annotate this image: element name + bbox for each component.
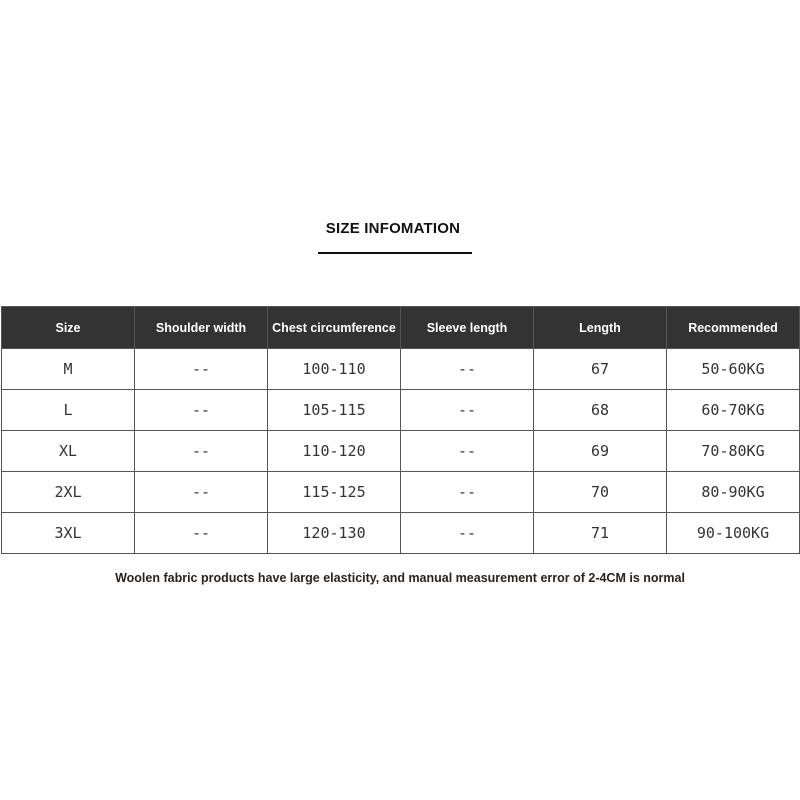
cell-chest-circumference: 120-130 (268, 513, 401, 554)
size-chart-table (1, 306, 800, 554)
title-underline (318, 252, 472, 254)
cell-size: L (2, 390, 135, 431)
cell-chest-circumference: 100-110 (268, 349, 401, 390)
table-row (2, 513, 800, 554)
cell-sleeve-length: -- (401, 390, 534, 431)
cell-recommended: 50-60KG (667, 349, 800, 390)
measurement-note: Woolen fabric products have large elasticity, and manual measurement error of 2-4CM is normal (115, 571, 685, 585)
cell-length: 71 (534, 513, 667, 554)
cell-shoulder-width: -- (135, 472, 268, 513)
cell-sleeve-length: -- (401, 472, 534, 513)
cell-shoulder-width: -- (135, 431, 268, 472)
cell-length: 68 (534, 390, 667, 431)
cell-sleeve-length: -- (401, 431, 534, 472)
cell-recommended: 60-70KG (667, 390, 800, 431)
title-container (0, 220, 800, 238)
header-size: Size (2, 307, 135, 349)
table-row (2, 349, 800, 390)
cell-chest-circumference: 105-115 (268, 390, 401, 431)
cell-size: 3XL (2, 513, 135, 554)
table-row (2, 390, 800, 431)
table-header-row (2, 307, 800, 349)
page-title: SIZE INFOMATION (325, 220, 461, 237)
table-row (2, 431, 800, 472)
cell-shoulder-width: -- (135, 349, 268, 390)
header-shoulder-width: Shoulder width (135, 307, 268, 349)
cell-length: 69 (534, 431, 667, 472)
cell-length: 70 (534, 472, 667, 513)
table-row (2, 472, 800, 513)
cell-size: 2XL (2, 472, 135, 513)
cell-length: 67 (534, 349, 667, 390)
header-length: Length (534, 307, 667, 349)
header-sleeve-length: Sleeve length (401, 307, 534, 349)
cell-sleeve-length: -- (401, 513, 534, 554)
cell-chest-circumference: 115-125 (268, 472, 401, 513)
cell-size: M (2, 349, 135, 390)
cell-shoulder-width: -- (135, 390, 268, 431)
cell-recommended: 90-100KG (667, 513, 800, 554)
cell-chest-circumference: 110-120 (268, 431, 401, 472)
header-chest-circumference: Chest circumference (268, 307, 401, 349)
cell-sleeve-length: -- (401, 349, 534, 390)
cell-shoulder-width: -- (135, 513, 268, 554)
cell-recommended: 80-90KG (667, 472, 800, 513)
header-recommended: Recommended (667, 307, 800, 349)
cell-size: XL (2, 431, 135, 472)
cell-recommended: 70-80KG (667, 431, 800, 472)
